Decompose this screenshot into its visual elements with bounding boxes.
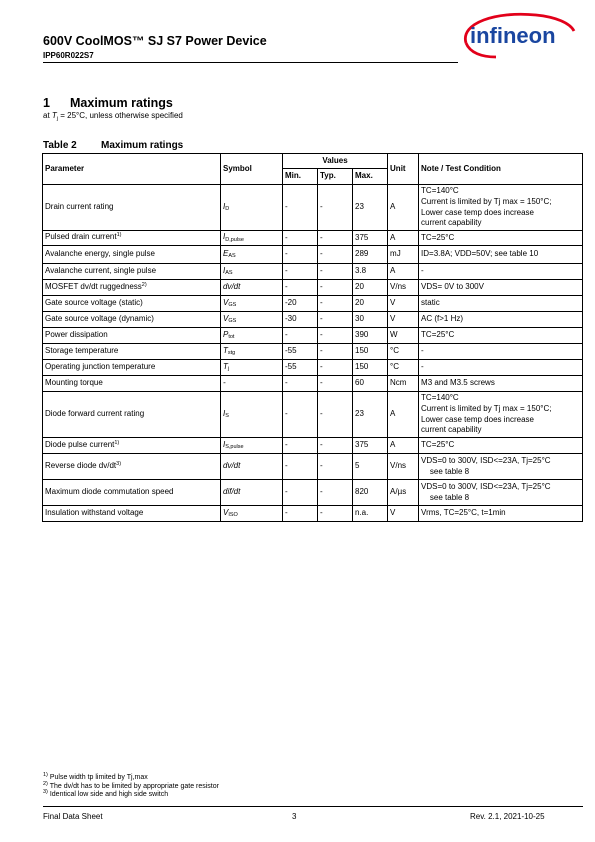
cell-typ: - [318, 185, 353, 231]
cell-min: - [283, 376, 318, 392]
symbol-subscript: D [225, 206, 230, 213]
cell-symbol [221, 185, 283, 231]
cell-typ: - [318, 360, 353, 376]
cell-unit: A [388, 185, 419, 231]
symbol-subscript: stg [227, 350, 236, 357]
section-title: Maximum ratings [70, 96, 173, 110]
cell-unit: V/ns [388, 454, 419, 480]
footer-divider [43, 806, 583, 807]
note-line: - [421, 362, 424, 372]
cell-symbol [221, 328, 283, 344]
note-line: VDS=0 to 300V, ISD<=23A, Tj=25°C [421, 481, 551, 491]
note-line: AC (f>1 Hz) [421, 314, 464, 324]
table-caption [43, 140, 183, 151]
header-parameter: Parameter [43, 154, 221, 185]
parameter-text: Avalanche current, single pulse [45, 266, 157, 276]
cell-unit: A [388, 392, 419, 438]
infineon-logo [456, 9, 578, 61]
section-condition [43, 111, 183, 120]
parameter-text: Mounting torque [45, 378, 103, 388]
note-line: M3 and M3.5 screws [421, 378, 495, 388]
cell-symbol [221, 280, 283, 296]
symbol-text: dv/dt [223, 461, 241, 471]
cell-note [419, 296, 583, 312]
cell-min: - [283, 185, 318, 231]
note-line: ID=3.8A; VDD=50V; see table 10 [421, 249, 539, 259]
note-line: current capability [421, 425, 482, 435]
cell-unit: °C [388, 360, 419, 376]
cell-max: 820 [353, 480, 388, 506]
cell-max: 289 [353, 246, 388, 264]
cell-unit: A [388, 438, 419, 454]
cell-unit: Ncm [388, 376, 419, 392]
cell-unit: V [388, 312, 419, 328]
cell-unit: A [388, 264, 419, 280]
cell-symbol [221, 296, 283, 312]
symbol-text: I [223, 408, 226, 418]
table-row [43, 312, 583, 328]
cell-typ: - [318, 312, 353, 328]
parameter-text: Insulation withstand voltage [45, 508, 144, 518]
cell-parameter [43, 312, 221, 328]
cell-note [419, 360, 583, 376]
cell-parameter [43, 360, 221, 376]
cell-parameter [43, 185, 221, 231]
symbol-subscript: D,pulse [225, 236, 244, 243]
cell-note [419, 454, 583, 480]
parameter-text: Gate source voltage (static) [45, 298, 143, 308]
cell-max: 23 [353, 185, 388, 231]
note-line: static [421, 298, 440, 308]
cell-parameter [43, 280, 221, 296]
table-row [43, 246, 583, 264]
footnote-2 [43, 780, 219, 792]
cell-typ: - [318, 264, 353, 280]
symbol-text: I [223, 439, 226, 449]
cell-max: n.a. [353, 506, 388, 522]
cell-symbol [221, 454, 283, 480]
maximum-ratings-table [42, 153, 583, 522]
note-line: see table 8 [421, 492, 470, 502]
cell-symbol [221, 376, 283, 392]
header-unit: Unit [388, 154, 419, 185]
footnote-mark: 3) [43, 789, 48, 796]
header-typ: Typ. [318, 169, 353, 185]
symbol-subscript: GS [228, 302, 237, 309]
symbol-subscript: GS [228, 318, 237, 325]
parameter-text: Pulsed drain current [45, 232, 117, 242]
cell-typ: - [318, 231, 353, 246]
cell-typ: - [318, 246, 353, 264]
cell-note [419, 506, 583, 522]
symbol-subscript: AS [225, 270, 233, 277]
cell-note [419, 344, 583, 360]
cell-min: - [283, 264, 318, 280]
cell-note [419, 328, 583, 344]
cell-min: -55 [283, 360, 318, 376]
table-row [43, 231, 583, 246]
cell-typ: - [318, 328, 353, 344]
note-line: see table 8 [421, 466, 470, 476]
symbol-text: - [223, 378, 226, 388]
cell-note [419, 376, 583, 392]
cell-symbol [221, 231, 283, 246]
parameter-text: Diode forward current rating [45, 409, 145, 419]
cell-min: - [283, 392, 318, 438]
table-row [43, 264, 583, 280]
cell-note [419, 231, 583, 246]
header-note: Note / Test Condition [419, 154, 583, 185]
note-line: current capability [421, 218, 482, 228]
cell-max: 375 [353, 231, 388, 246]
footnote-ref: 1) [116, 232, 122, 239]
cell-symbol [221, 246, 283, 264]
cell-typ: - [318, 438, 353, 454]
note-line: TC=140°C [421, 393, 459, 403]
cell-max: 375 [353, 438, 388, 454]
symbol-text: P [223, 329, 229, 339]
symbol-subscript: tot [228, 334, 235, 341]
symbol-text: T [223, 345, 228, 355]
note-line: Current is limited by Tj max = 150°C; [421, 403, 552, 413]
table-row [43, 185, 583, 231]
page-number: 3 [292, 812, 297, 821]
cell-typ: - [318, 480, 353, 506]
table-row [43, 280, 583, 296]
cell-min: -55 [283, 344, 318, 360]
cell-unit: V [388, 506, 419, 522]
table-row [43, 344, 583, 360]
cell-symbol [221, 438, 283, 454]
document-title: 600V CoolMOS™ SJ S7 Power Device [43, 34, 267, 48]
note-line: Current is limited by Tj max = 150°C; [421, 196, 552, 206]
condition-symbol: T [51, 111, 57, 120]
header-max: Max. [353, 169, 388, 185]
cell-symbol [221, 264, 283, 280]
cell-max: 5 [353, 454, 388, 480]
logo-text: infineon [470, 23, 556, 48]
cell-typ: - [318, 296, 353, 312]
footer-document-type: Final Data Sheet [43, 812, 103, 821]
cell-parameter [43, 438, 221, 454]
parameter-text: Avalanche energy, single pulse [45, 249, 155, 259]
cell-min: -30 [283, 312, 318, 328]
parameter-text: Reverse diode dv/dt [45, 460, 117, 470]
cell-min: - [283, 506, 318, 522]
symbol-subscript: j [227, 366, 230, 373]
header-divider [43, 62, 458, 63]
symbol-text: T [223, 361, 228, 371]
header-symbol: Symbol [221, 154, 283, 185]
cell-symbol [221, 506, 283, 522]
cell-typ: - [318, 392, 353, 438]
note-line: Lower case temp does increase [421, 207, 534, 217]
note-line: - [421, 266, 424, 276]
cell-min: - [283, 438, 318, 454]
footnote-3 [43, 791, 219, 800]
cell-parameter [43, 376, 221, 392]
parameter-text: Diode pulse current [45, 439, 115, 449]
symbol-text: V [223, 507, 229, 517]
cell-note [419, 438, 583, 454]
header-values: Values [283, 154, 388, 169]
cell-symbol [221, 480, 283, 506]
cell-unit: mJ [388, 246, 419, 264]
cell-max: 30 [353, 312, 388, 328]
cell-min: - [283, 231, 318, 246]
footnote-mark: 2) [43, 780, 48, 787]
symbol-text: V [223, 313, 229, 323]
parameter-text: Power dissipation [45, 330, 108, 340]
symbol-text: I [223, 232, 226, 242]
table-row [43, 296, 583, 312]
symbol-text: dif/dt [223, 487, 241, 497]
symbol-subscript: S,pulse [225, 444, 244, 451]
parameter-text: Storage temperature [45, 346, 119, 356]
cell-parameter [43, 231, 221, 246]
cell-unit: V/ns [388, 280, 419, 296]
table-row [43, 360, 583, 376]
table-row [43, 392, 583, 438]
table-number: Table 2 [43, 140, 77, 151]
cell-symbol [221, 312, 283, 328]
cell-max: 150 [353, 360, 388, 376]
cell-symbol [221, 344, 283, 360]
header-min: Min. [283, 169, 318, 185]
cell-typ: - [318, 344, 353, 360]
symbol-subscript: S [225, 413, 229, 420]
cell-note [419, 246, 583, 264]
table-row [43, 506, 583, 522]
note-line: Vrms, TC=25°C, t=1min [421, 508, 506, 518]
table-row [43, 438, 583, 454]
cell-typ: - [318, 280, 353, 296]
parameter-text: MOSFET dv/dt ruggedness [45, 281, 142, 291]
revision-date: Rev. 2.1, 2021-10-25 [470, 812, 545, 821]
parameter-text: Drain current rating [45, 202, 114, 212]
symbol-text: E [223, 248, 229, 258]
note-line: TC=25°C [421, 330, 455, 340]
cell-max: 23 [353, 392, 388, 438]
cell-min: - [283, 246, 318, 264]
cell-note [419, 280, 583, 296]
condition-prefix: at [43, 111, 52, 120]
section-number: 1 [43, 96, 50, 110]
cell-max: 390 [353, 328, 388, 344]
cell-unit: A/µs [388, 480, 419, 506]
note-line: VDS=0 to 300V, ISD<=23A, Tj=25°C [421, 455, 551, 465]
cell-note [419, 480, 583, 506]
cell-unit: W [388, 328, 419, 344]
symbol-text: dv/dt [223, 282, 241, 292]
cell-typ: - [318, 376, 353, 392]
footnotes [43, 774, 219, 800]
footnote-ref: 2) [141, 281, 147, 288]
cell-note [419, 312, 583, 328]
condition-subscript: j [56, 115, 59, 122]
footnote-text: Pulse width tp limited by Tj,max [49, 774, 148, 781]
cell-unit: A [388, 231, 419, 246]
cell-max: 20 [353, 280, 388, 296]
cell-max: 150 [353, 344, 388, 360]
cell-max: 3.8 [353, 264, 388, 280]
cell-min: - [283, 454, 318, 480]
note-line: VDS= 0V to 300V [421, 282, 484, 292]
cell-parameter [43, 264, 221, 280]
cell-unit: °C [388, 344, 419, 360]
symbol-subscript: AS [228, 253, 236, 260]
cell-unit: V [388, 296, 419, 312]
footnote-text: Identical low side and high side switch [49, 791, 169, 799]
cell-min: - [283, 328, 318, 344]
footnote-ref: 3) [116, 460, 122, 467]
cell-min: - [283, 280, 318, 296]
symbol-text: V [223, 297, 229, 307]
cell-parameter [43, 392, 221, 438]
note-line: TC=25°C [421, 440, 455, 450]
cell-min: -20 [283, 296, 318, 312]
note-line: Lower case temp does increase [421, 414, 534, 424]
cell-note [419, 392, 583, 438]
cell-parameter [43, 480, 221, 506]
table-row [43, 328, 583, 344]
parameter-text: Maximum diode commutation speed [45, 487, 174, 497]
table-row [43, 480, 583, 506]
cell-parameter [43, 454, 221, 480]
note-line: TC=25°C [421, 232, 455, 242]
symbol-subscript: ISO [228, 512, 238, 519]
cell-parameter [43, 344, 221, 360]
cell-max: 60 [353, 376, 388, 392]
table-body [43, 185, 583, 522]
cell-max: 20 [353, 296, 388, 312]
cell-min: - [283, 480, 318, 506]
cell-typ: - [318, 454, 353, 480]
cell-parameter [43, 328, 221, 344]
note-line: - [421, 346, 424, 356]
symbol-text: I [223, 265, 226, 275]
table-title: Maximum ratings [101, 140, 184, 151]
symbol-text: I [223, 201, 226, 211]
cell-symbol [221, 360, 283, 376]
cell-parameter [43, 506, 221, 522]
cell-typ: - [318, 506, 353, 522]
table-row [43, 376, 583, 392]
footnote-ref: 1) [114, 439, 120, 446]
cell-parameter [43, 296, 221, 312]
footnote-text: The dv/dt has to be limited by appropriate gate resistor [49, 782, 219, 790]
cell-note [419, 264, 583, 280]
cell-symbol [221, 392, 283, 438]
footnote-mark: 1) [43, 772, 48, 778]
section-heading [43, 96, 173, 110]
cell-note [419, 185, 583, 231]
note-line: TC=140°C [421, 186, 459, 196]
cell-parameter [43, 246, 221, 264]
footnote-1 [43, 774, 219, 783]
condition-suffix: = 25°C, unless otherwise specified [58, 111, 183, 120]
table-row [43, 454, 583, 480]
part-number: IPP60R022S7 [43, 51, 94, 60]
parameter-text: Gate source voltage (dynamic) [45, 314, 154, 324]
parameter-text: Operating junction temperature [45, 362, 156, 372]
